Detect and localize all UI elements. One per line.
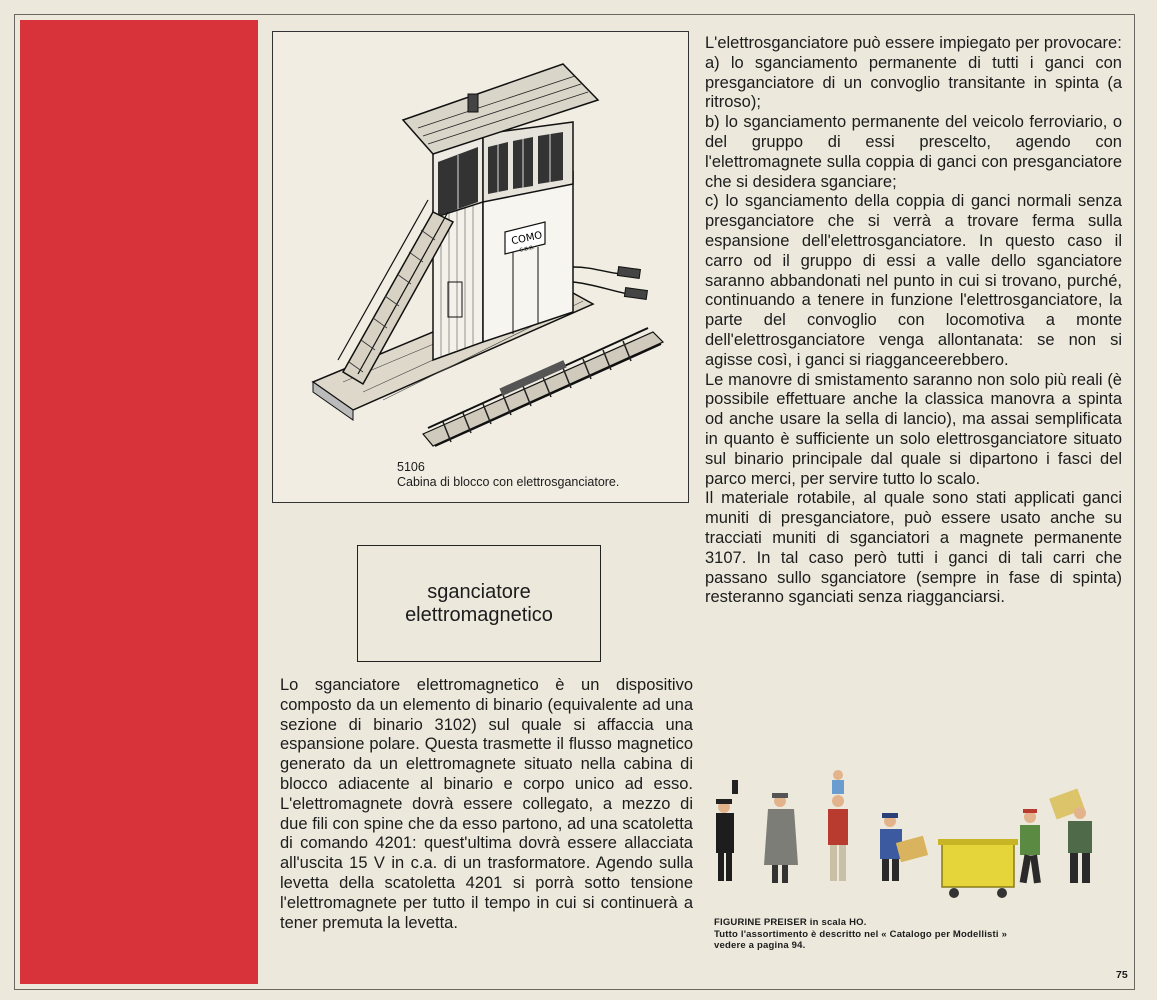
- figurines-photo: [702, 765, 1122, 910]
- illustration-caption: [397, 460, 619, 490]
- figurines-caption: [714, 917, 1119, 952]
- caption-text: Cabina di blocco con elettrosganciatore.: [397, 475, 620, 489]
- figurine-conductor: [716, 780, 738, 881]
- cabin-sign-text: COMO: [510, 230, 544, 248]
- left-body-paragraph: Lo sganciatore elettromagnetico è un dispositivo composto da un elemento di binario (equivalente ad una sezione di binario 3102) sul quale si affaccia una espansione polare. Questa trasmette il flusso magnetico generato da un elettromagnete situato nella cabina di blocco adiacente al binario e corpo unico ad esso. L'elettromagnete dovrà essere collegato, a mezzo di due fili con spine che da esso partono, ad una scatoletta di comando 4201: quest'ultima dovrà essere allacciata all'uscita 15 V in c.a. di un trasformatore. Agendo sulla levetta della scatoletta 4201 si porrà sotto tensione l'elettromagnete per tutto il tempo in cui si continuerà a tener premuta la levetta.: [280, 676, 693, 932]
- figurines-caption-line-1: FIGURINE PREISER in scala HO.: [714, 917, 867, 928]
- page-number: 75: [1116, 969, 1128, 981]
- figurine-porter-crate: [880, 813, 928, 881]
- signal-cabin-drawing: [283, 42, 678, 457]
- figurine-worker-green: [1020, 809, 1041, 883]
- right-paragraph-b: b) lo sganciamento permanente del veicolo ferroviario, o del gruppo di essi prescelto, agendo con l'elettromagnete sulla coppia di ganci con presganciatore che si desidera sganciare;: [705, 113, 1122, 191]
- right-paragraph-materiale: Il materiale rotabile, al quale sono stati applicati ganci muniti di presganciatore, può essere usato anche su tracciati muniti di sganciatori a magnete permanente 3107. In tal caso però tutti i ganci di tali carri che passano sullo sganciatore (sempre in fase di spinta) resteranno sganciati senza riagganciarsi.: [705, 489, 1122, 607]
- figurine-yellow-cart: [938, 839, 1018, 898]
- illustration-box: [272, 31, 689, 503]
- figurine-porter-box: [1049, 789, 1092, 883]
- product-number: 5106: [397, 460, 425, 474]
- right-paragraph-intro: L'elettrosganciatore può essere impiegato per provocare:: [705, 34, 1122, 52]
- right-paragraph-c: c) lo sganciamento della coppia di ganci normali senza presganciatore che si verrà a trovare ferma sulla espansione dell'elettrosganciatore. In questo caso il carro od il gruppo di essi a valle dello sganciatore saranno abbandonati nel punto in cui si trovano, purché, continuando a tenere in funzione l'elettrosganciatore, la parte del convoglio con locomotiva a monte dell'elettrosganciatore venga allontanata: se non si agisse così, i ganci si riagganceerebbero.: [705, 192, 1122, 369]
- right-paragraph-a: a) lo sganciamento permanente di tutti i ganci con presganciatore di un convoglio transitante in spinta (a ritroso);: [705, 53, 1122, 112]
- figurine-man-child: [828, 770, 848, 881]
- title-line-2: elettromagnetico: [405, 603, 553, 626]
- right-paragraph-manovre: Le manovre di smistamento saranno non solo più reali (è possibile effettuare anche la classica manovra a spinta od anche usare la sella di lancio), ma assai semplificata in quanto è sufficiente un solo elettrosganciatore situato sul binario principale dal quale si dipartono i fasci del parco merci, per servire tutto lo scalo.: [705, 370, 1122, 488]
- figurine-man-coat: [764, 793, 798, 883]
- figurines-caption-line-3: vedere a pagina 94.: [714, 940, 806, 951]
- cabin-sign-subtext: C.B.B.: [519, 244, 536, 254]
- figurines-caption-line-2: Tutto l'assortimento è descritto nel « Catalogo per Modellisti »: [714, 928, 1008, 940]
- title-line-1: sganciatore: [427, 580, 531, 603]
- right-body-column: [705, 34, 1122, 608]
- section-title-box: [357, 545, 601, 662]
- red-color-band: [20, 20, 258, 984]
